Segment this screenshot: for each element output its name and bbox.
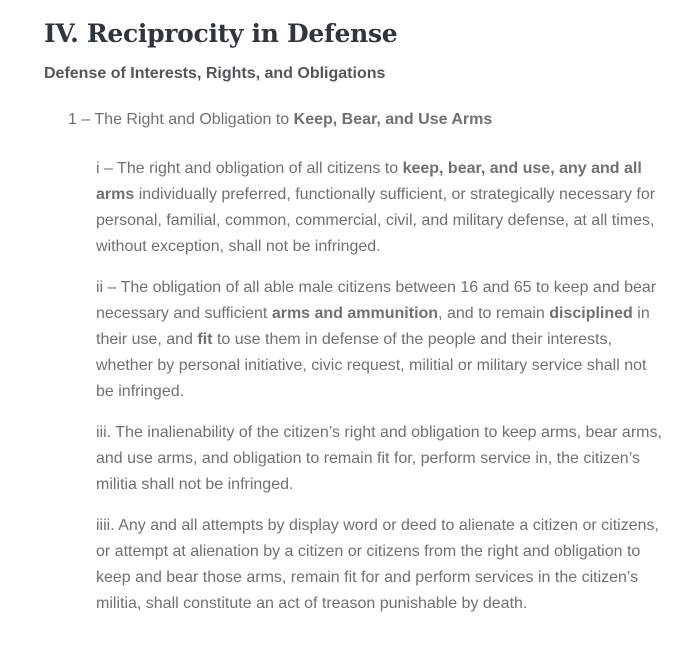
text-segment: ii – The obligation of all able male citizens between 16 and 65 to keep and bear necessary and sufficient (96, 279, 657, 322)
text-segment: individually preferred, functionally sufficient, or strategically necessary for personal, familial, common, commercial, civil, and military defense, at all times, without exception, shall not be infringed. (96, 186, 656, 255)
section-title: IV. Reciprocity in Defense (44, 19, 398, 48)
bold-text-segment: Keep, Bear, and Use Arms (293, 111, 493, 128)
clause-i (96, 156, 662, 260)
bold-text-segment: arms and ammunition (271, 305, 439, 322)
section-subtitle: Defense of Interests, Rights, and Obligations (44, 65, 386, 82)
list-item-1 (68, 110, 662, 130)
bold-text-segment: fit (197, 331, 213, 348)
clause-iii (96, 420, 662, 498)
text-segment: to use them in defense of the people and their interests, whether by personal initiative, civic request, militial or military service shall not be infringed. (96, 331, 647, 400)
text-segment: 1 – The Right and Obligation to (68, 111, 294, 128)
clause-list (44, 156, 662, 617)
text-segment: i – The right and obligation of all citizens to (96, 160, 403, 177)
text-segment: iii. The inalienability of the citizen’s right and obligation to keep arms, bear arms, and use arms, and obligation to remain fit for, perform service in, the citizen’s militia shall not be infringed. (96, 424, 662, 493)
clause-ii (96, 275, 662, 405)
text-segment: , and to remain (438, 305, 550, 322)
bold-text-segment: disciplined (549, 305, 633, 322)
text-segment: in their use, and (96, 305, 650, 348)
bold-text-segment: keep, bear, and use, any and all arms (96, 160, 642, 203)
text-segment: iiii. Any and all attempts by display word or deed to alienate a citizen or citizens, or attempt at alienation by a citizen or citizens from the right and obligation to keep and bear those arms, remain fit for and perform services in the citizen’s militia, shall constitute an act of treason punishable by death. (96, 517, 659, 612)
clause-iiii (96, 513, 662, 617)
